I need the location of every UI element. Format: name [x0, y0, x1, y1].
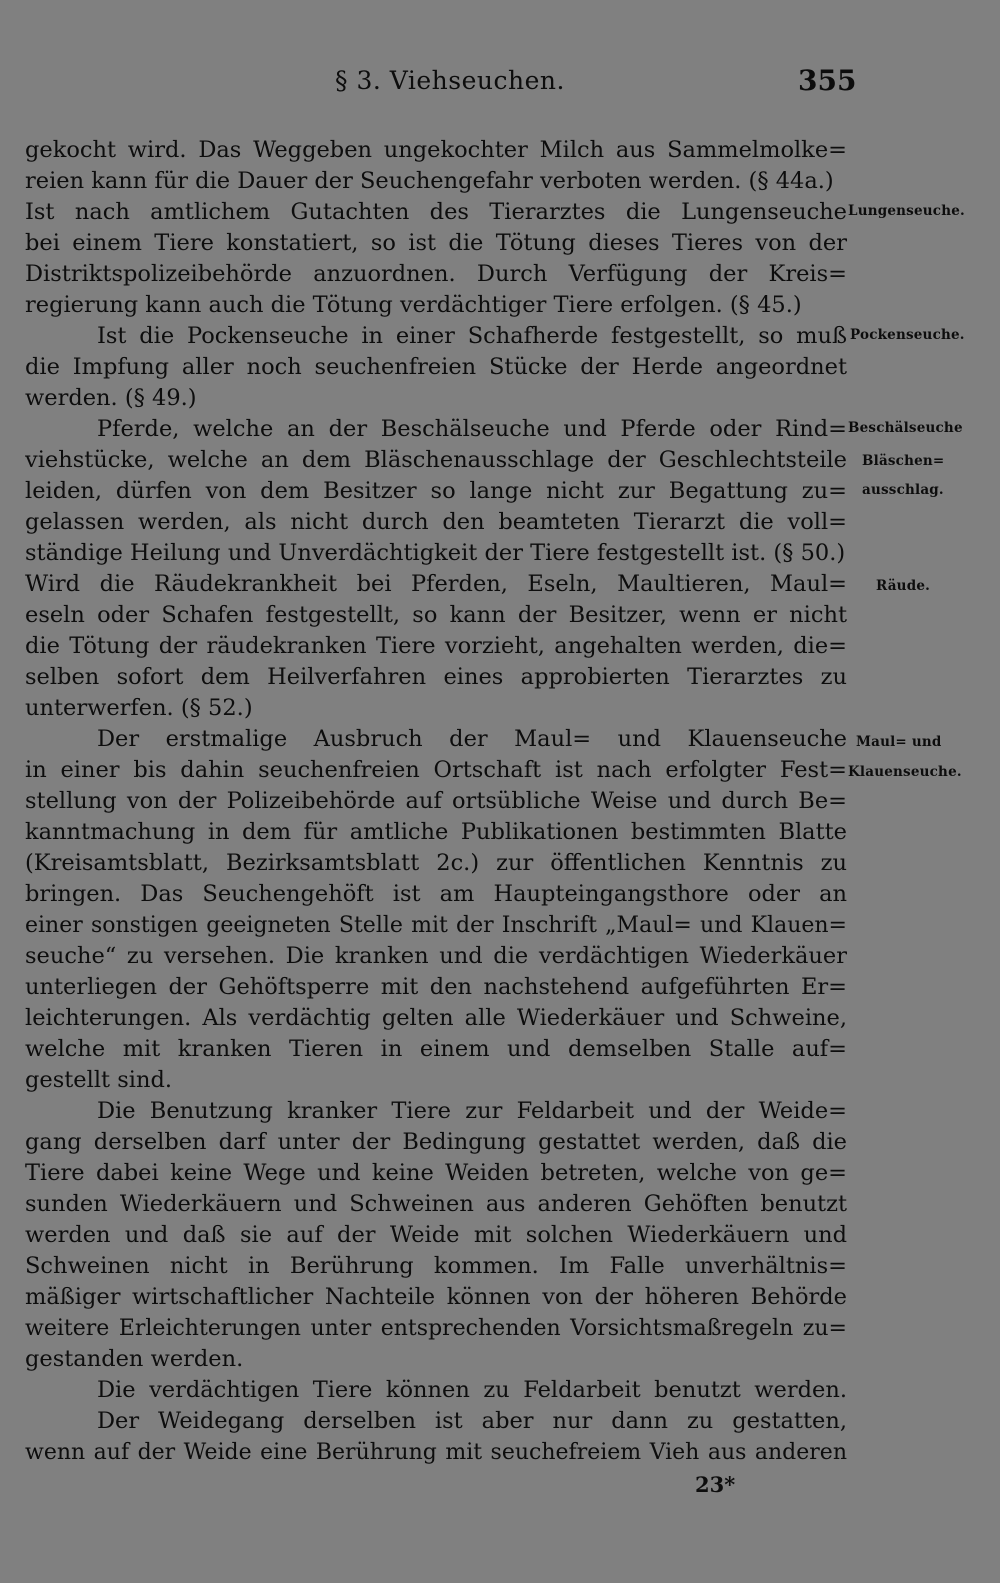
text-line: Ist nach amtlichem Gutachten des Tierarztes die Lungenseuche	[25, 199, 847, 225]
text-line: weitere Erleichterungen unter entsprechenden Vorsichtsmaßregeln zu=	[25, 1316, 847, 1341]
text-line: werden. (§ 49.)	[25, 385, 197, 411]
text-line: gang derselben darf unter der Bedingung gestattet werden, daß die	[25, 1129, 847, 1155]
running-title: § 3. Viehseuchen.	[335, 66, 565, 95]
text-line: unterliegen der Gehöftsperre mit den nachstehend aufgeführten Er=	[25, 974, 847, 1000]
text-line: leichterungen. Als verdächtig gelten alle Wiederkäuer und Schweine,	[25, 1005, 847, 1031]
text-line: seuche“ zu versehen. Die kranken und die verdächtigen Wiederkäuer	[25, 943, 847, 969]
text-line: Pferde, welche an der Beschälseuche und Pferde oder Rind=	[97, 416, 847, 442]
text-line: mäßiger wirtschaftlicher Nachteile können von der höheren Behörde	[25, 1284, 847, 1310]
text-line: stellung von der Polizeibehörde auf ortsübliche Weise und durch Be=	[25, 788, 847, 814]
text-line: viehstücke, welche an dem Bläschenausschlage der Geschlechtsteile	[25, 447, 847, 473]
text-line: Ist die Pockenseuche in einer Schafherde festgestellt, so muß	[97, 323, 847, 349]
text-line: gestanden werden.	[25, 1346, 244, 1372]
margin-note-raeude: Räude.	[876, 578, 931, 594]
text-line: (Kreisamtsblatt, Bezirksamtsblatt 2c.) zur öffentlichen Kenntnis zu	[25, 850, 847, 876]
text-line: Wird die Räudekrankheit bei Pferden, Eseln, Maultieren, Maul=	[25, 571, 847, 597]
text-line: ständige Heilung und Unverdächtigkeit der Tiere festgestellt ist. (§ 50.)	[25, 540, 846, 566]
text-line: Distriktspolizeibehörde anzuordnen. Durch Verfügung der Kreis=	[25, 261, 847, 287]
text-line: Schweinen nicht in Berührung kommen. Im Falle unverhältnis=	[25, 1253, 847, 1279]
page-header	[0, 62, 1000, 106]
text-line: sunden Wiederkäuern und Schweinen aus anderen Gehöften benutzt	[25, 1191, 847, 1217]
text-line: Die Benutzung kranker Tiere zur Feldarbeit und der Weide=	[97, 1098, 847, 1124]
signature-mark: 23*	[695, 1472, 736, 1497]
text-line: selben sofort dem Heilverfahren eines approbierten Tierarztes zu	[25, 664, 847, 690]
text-line: regierung kann auch die Tötung verdächtiger Tiere erfolgen. (§ 45.)	[25, 292, 802, 318]
text-line: Tiere dabei keine Wege und keine Weiden betreten, welche von ge=	[25, 1160, 847, 1186]
text-line: kanntmachung in dem für amtliche Publikationen bestimmten Blatte	[25, 819, 847, 845]
text-line: gekocht wird. Das Weggeben ungekochter Milch aus Sammelmolke=	[25, 137, 847, 163]
text-line: leiden, dürfen von dem Besitzer so lange nicht zur Begattung zu=	[25, 478, 847, 504]
text-line: die Impfung aller noch seuchenfreien Stücke der Herde angeordnet	[25, 354, 847, 380]
margin-note-pockenseuche: Pockenseuche.	[850, 327, 965, 343]
page-number: 355	[798, 64, 857, 97]
text-line: gelassen werden, als nicht durch den beamteten Tierarzt die voll=	[25, 509, 847, 535]
text-line: eseln oder Schafen festgestellt, so kann der Besitzer, wenn er nicht	[25, 602, 847, 628]
body-text	[25, 135, 847, 1468]
text-line: in einer bis dahin seuchenfreien Ortschaft ist nach erfolgter Fest=	[25, 757, 847, 783]
margin-note-maul-und: Maul= und	[856, 734, 942, 750]
margin-note-lungenseuche: Lungenseuche.	[848, 203, 965, 219]
text-line: einer sonstigen geeigneten Stelle mit der Inschrift „Maul= und Klauen=	[25, 913, 847, 938]
text-line: reien kann für die Dauer der Seuchengefahr verboten werden. (§ 44a.)	[25, 168, 834, 194]
text-line: Der Weidegang derselben ist aber nur dann zu gestatten,	[97, 1408, 847, 1434]
text-line: die Tötung der räudekranken Tiere vorzieht, angehalten werden, die=	[25, 633, 847, 659]
text-line: bringen. Das Seuchengehöft ist am Haupteingangsthore oder an	[25, 881, 847, 907]
margin-note-beschaelseuche: Beschälseuche	[848, 420, 963, 436]
text-line: bei einem Tiere konstatiert, so ist die Tötung dieses Tieres von der	[25, 230, 847, 256]
text-line: unterwerfen. (§ 52.)	[25, 695, 253, 721]
text-line: Der erstmalige Ausbruch der Maul= und Klauenseuche	[97, 726, 847, 752]
margin-note-klauenseuche: Klauenseuche.	[848, 764, 962, 780]
text-line: Die verdächtigen Tiere können zu Feldarbeit benutzt werden.	[97, 1377, 847, 1403]
text-line: welche mit kranken Tieren in einem und demselben Stalle auf=	[25, 1036, 847, 1062]
text-line: wenn auf der Weide eine Berührung mit seuchefreiem Vieh aus anderen	[25, 1440, 847, 1465]
text-line: werden und daß sie auf der Weide mit solchen Wiederkäuern und	[25, 1222, 847, 1248]
text-line: gestellt sind.	[25, 1067, 172, 1093]
margin-note-blaeschen: Bläschen=	[862, 453, 945, 469]
margin-note-ausschlag: ausschlag.	[862, 482, 944, 498]
